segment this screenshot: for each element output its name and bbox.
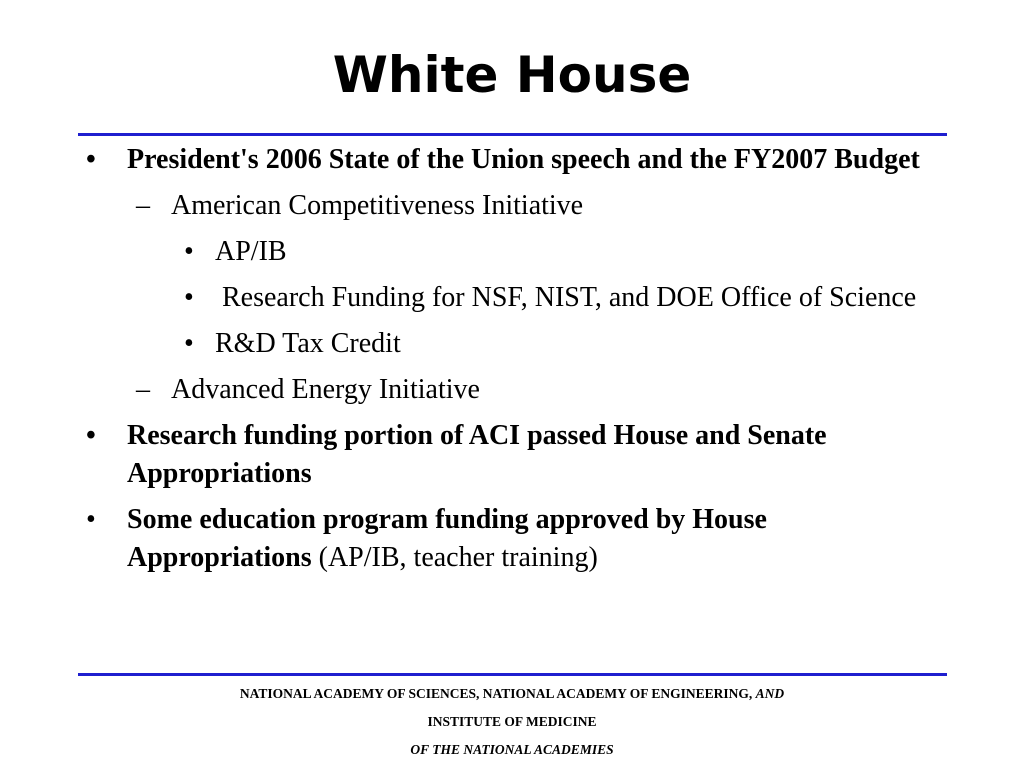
sub-item-text: Advanced Energy Initiative [171, 374, 480, 405]
bullet-text: Research funding portion of ACI passed House and Senate Appropriations [127, 420, 827, 489]
top-divider [78, 133, 947, 136]
sub-sub-item-text: R&D Tax Credit [215, 328, 401, 359]
dash-icon: – [136, 374, 150, 405]
footer-line-1-italic: AND [755, 686, 785, 701]
footer-line-1-text: NATIONAL ACADEMY OF SCIENCES, NATIONAL ACADEMY OF ENGINEERING, [239, 686, 756, 701]
sub-sub-item [82, 325, 942, 363]
bullet-text-plain: (AP/IB, teacher training) [311, 542, 598, 573]
bottom-divider [78, 673, 947, 676]
dash-icon: – [136, 190, 150, 221]
bullet-item [82, 141, 942, 179]
sub-sub-item [82, 233, 942, 271]
footer-line-1 [0, 680, 1024, 708]
bullet-icon: • [86, 420, 96, 451]
footer [0, 680, 1024, 764]
bullet-text-bold: Some education program funding approved by House Appropriations [127, 504, 767, 573]
sub-sub-item [82, 279, 942, 317]
sub-sub-item-text: AP/IB [215, 236, 287, 267]
bullet-item [82, 501, 942, 577]
bullet-text: President's 2006 State of the Union speech and the FY2007 Budget [127, 144, 920, 175]
bullet-icon: • [184, 328, 194, 359]
slide-title: White House [332, 46, 692, 104]
footer-line-2: INSTITUTE OF MEDICINE [427, 714, 597, 729]
bullet-icon: • [86, 144, 96, 175]
sub-item-text: American Competitiveness Initiative [171, 190, 584, 221]
bullet-item [82, 417, 942, 493]
footer-line-3: OF THE NATIONAL ACADEMIES [410, 742, 614, 757]
sub-sub-item-text: Research Funding for NSF, NIST, and DOE Office of Science [215, 282, 917, 313]
bullet-icon: • [184, 282, 194, 313]
sub-item [82, 371, 942, 409]
bullet-icon: • [184, 236, 194, 267]
bullet-icon: • [86, 504, 96, 535]
sub-item [82, 187, 942, 225]
slide-body [82, 141, 942, 585]
